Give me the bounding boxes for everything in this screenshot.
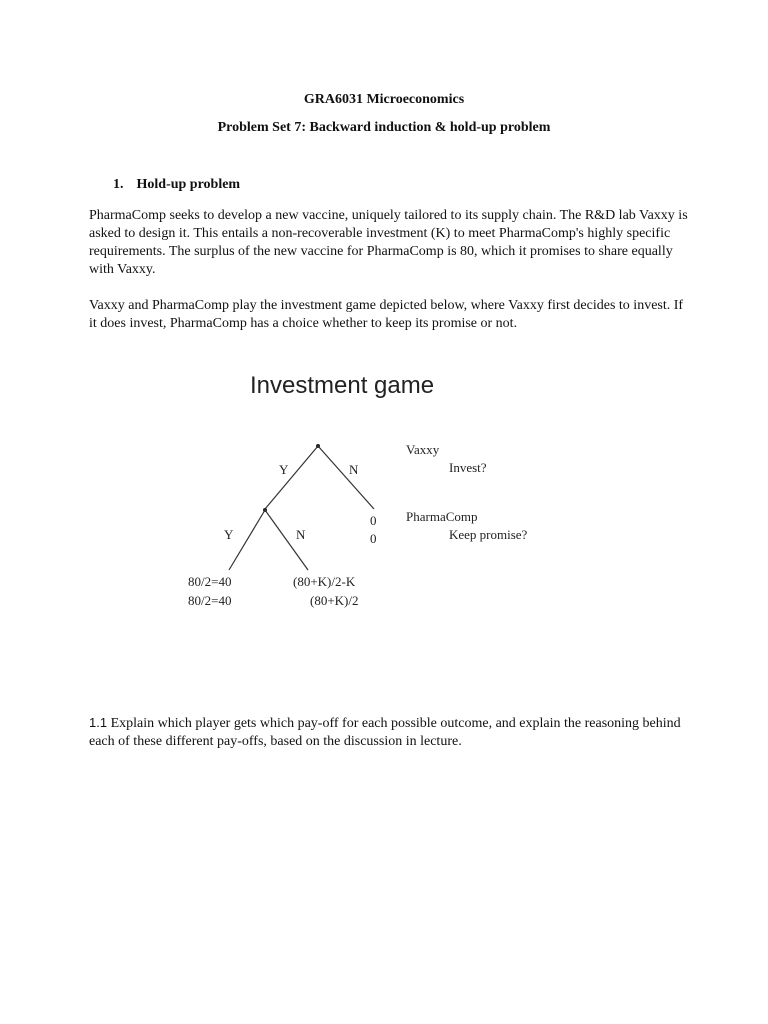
yes-no-payoff-pharmacomp: (80+K)/2	[310, 593, 359, 608]
game-description-paragraph: Vaxxy and PharmaComp play the investment game depicted below, where Vaxxy first decides to invest. If it does invest, PharmaComp has a choice whether to keep its promise or not.	[89, 298, 684, 331]
legend-player2: PharmaComp	[406, 509, 478, 524]
section-heading	[113, 177, 240, 193]
section-number: 1.	[113, 177, 124, 192]
second-no-label: N	[296, 527, 306, 542]
question-text: Explain which player gets which pay-off for each possible outcome, and explain the reasoning behind each of these different pay-offs, based on the discussion in lecture.	[89, 716, 681, 749]
root-no-label: N	[349, 462, 359, 477]
section-title: Hold-up problem	[136, 177, 241, 192]
course-title: GRA6031 Microeconomics	[303, 92, 465, 107]
investment-game-figure	[160, 360, 580, 620]
legend-player1-question: Invest?	[449, 460, 487, 475]
second-yes-label: Y	[224, 527, 234, 542]
legend-player1: Vaxxy	[406, 442, 440, 457]
intro-paragraph: PharmaComp seeks to develop a new vaccine, uniquely tailored to its supply chain. The R&D lab Vaxxy is asked to design it. This entails a non-recoverable investment (K) to meet PharmaComp's highly specific requirements. The surplus of the new vaccine for PharmaComp is 80, which it promises to share equally with Vaxxy.	[89, 208, 688, 277]
second-yes-branch	[229, 510, 265, 570]
problem-set-title: Problem Set 7: Backward induction & hold-up problem	[217, 120, 551, 135]
yes-yes-payoff-pharmacomp: 80/2=40	[188, 593, 232, 608]
root-no-payoff-vaxxy: 0	[370, 513, 377, 528]
root-yes-branch	[265, 446, 318, 509]
yes-yes-payoff-vaxxy: 80/2=40	[188, 574, 232, 589]
root-yes-label: Y	[279, 462, 289, 477]
yes-no-payoff-vaxxy: (80+K)/2-K	[293, 574, 356, 589]
root-no-payoff-pharmacomp: 0	[370, 531, 377, 546]
root-no-branch	[318, 446, 374, 509]
legend-player2-question: Keep promise?	[449, 527, 528, 542]
figure-title: Investment game	[250, 372, 435, 399]
question-1-1	[89, 714, 689, 751]
question-number: 1.1	[89, 715, 108, 730]
